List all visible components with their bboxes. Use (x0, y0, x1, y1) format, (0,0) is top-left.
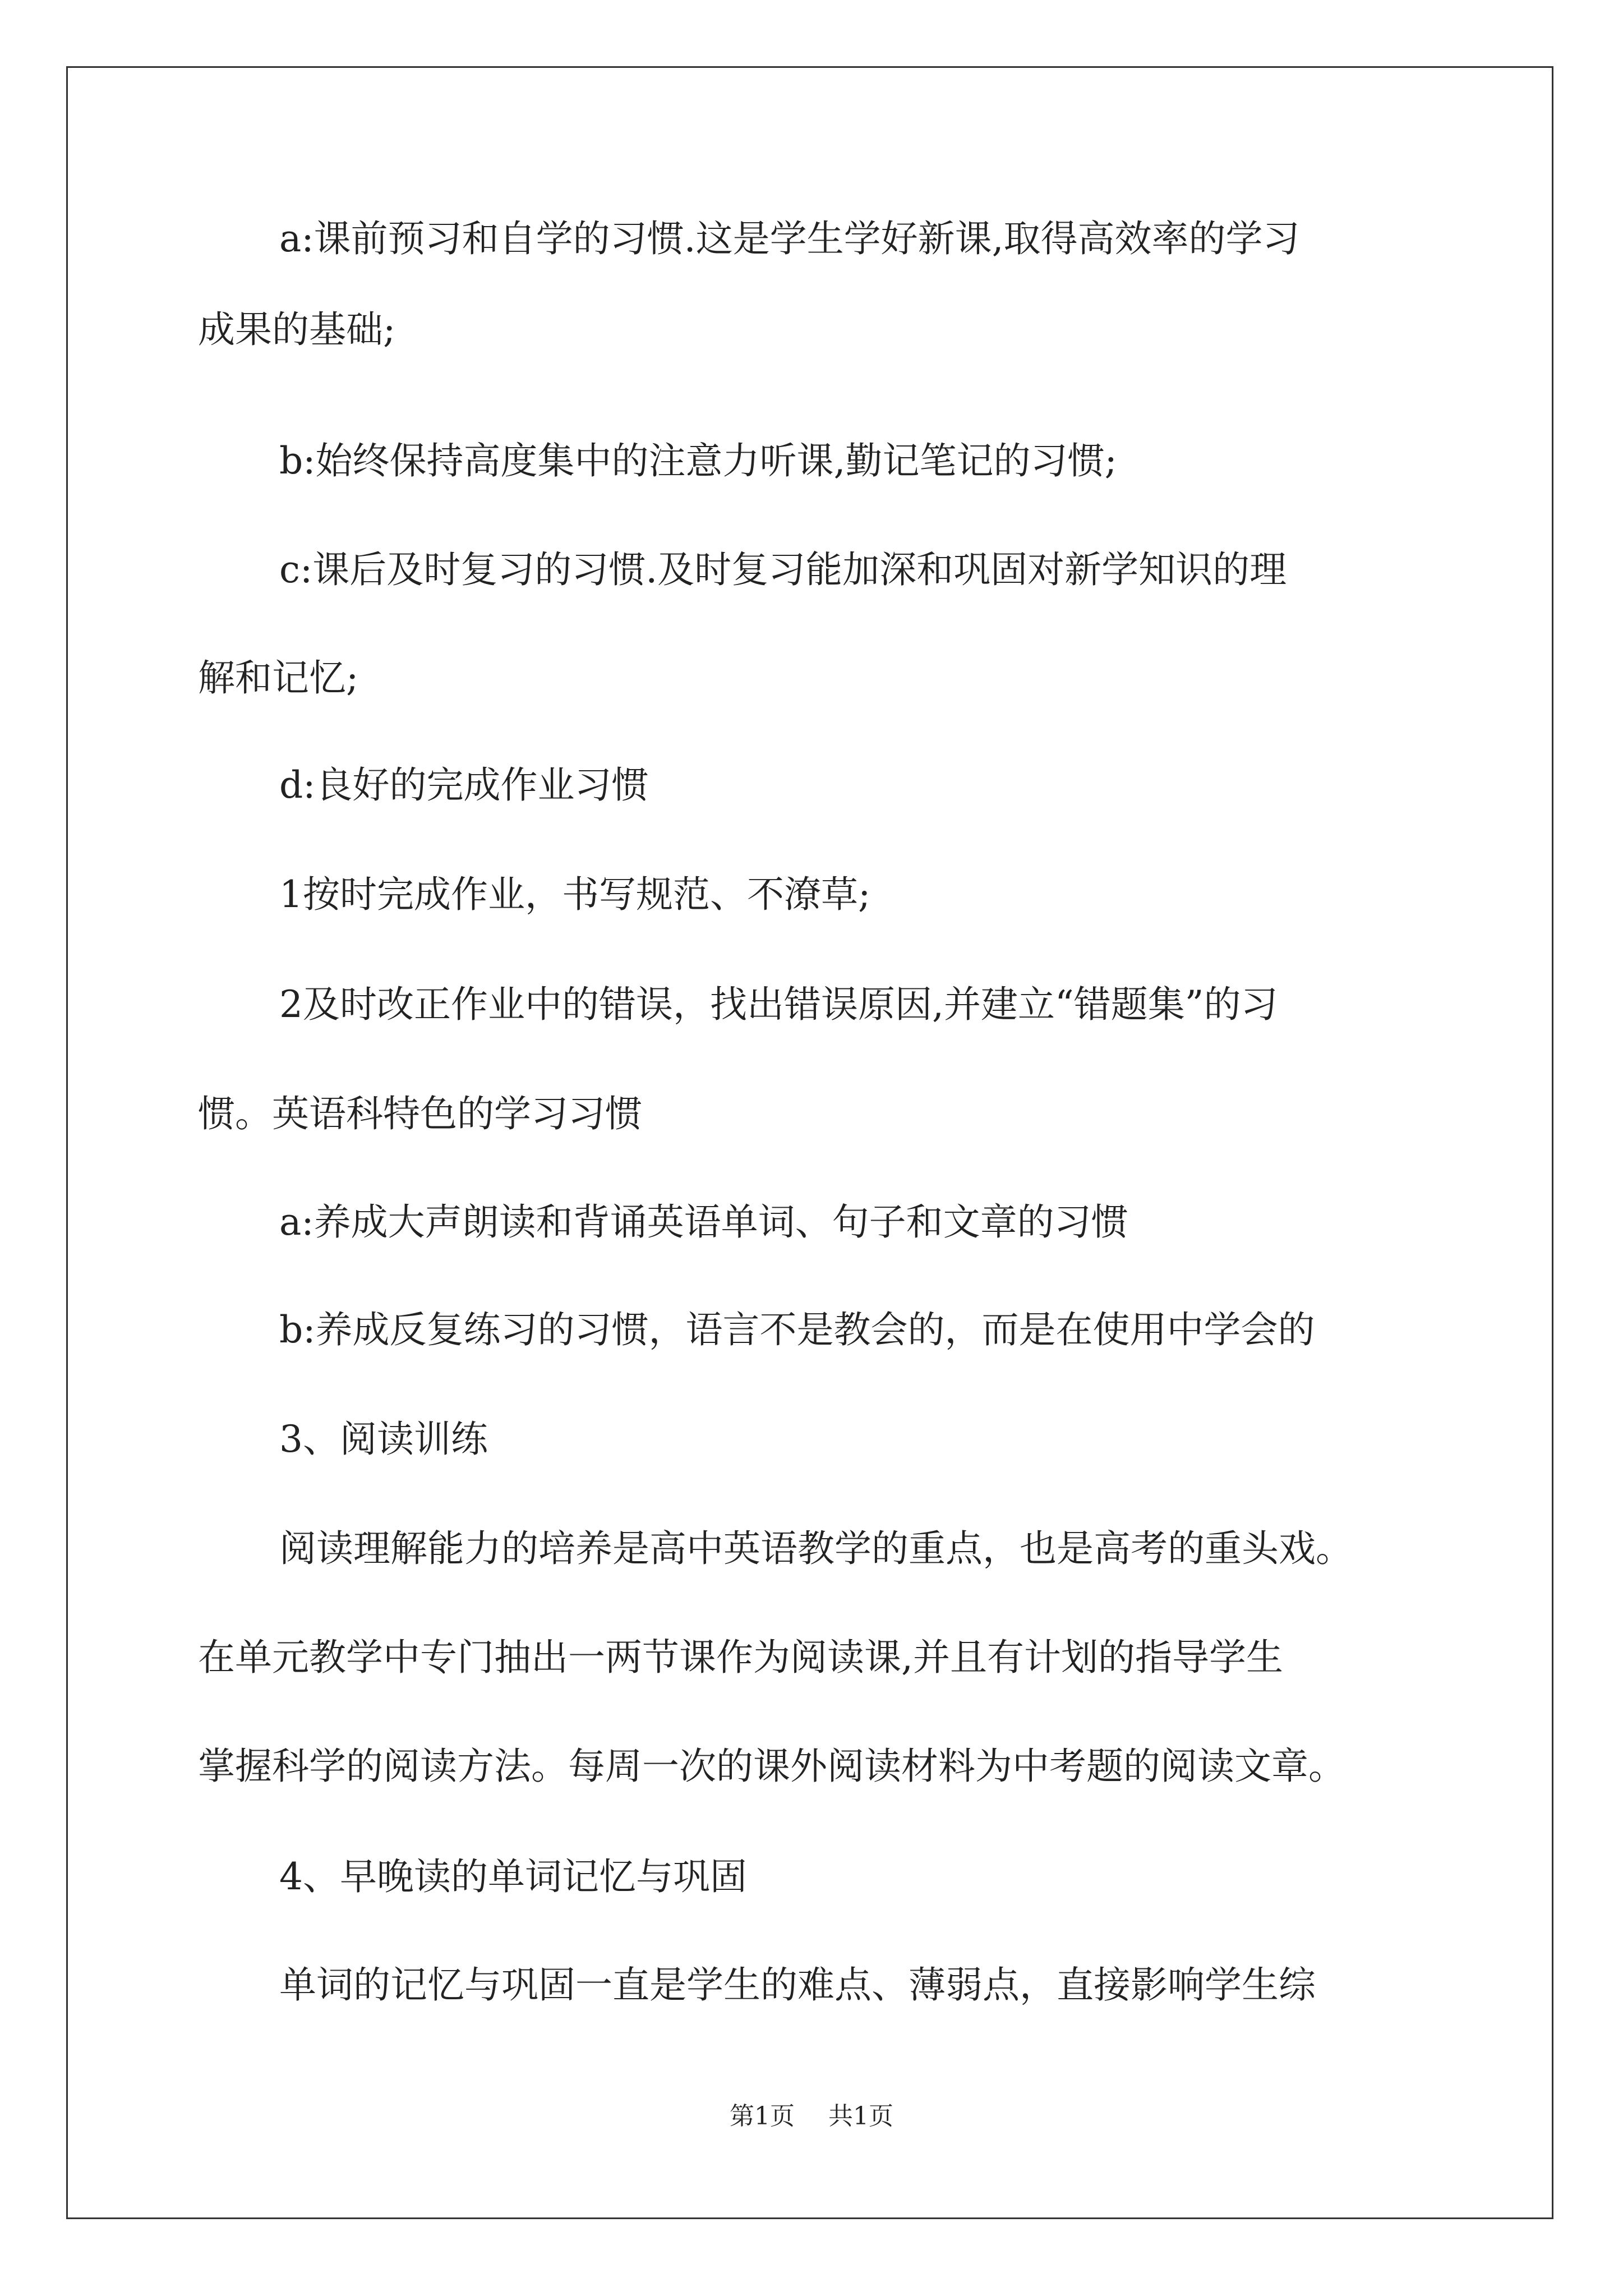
page-footer (0, 2096, 1623, 2132)
text-line: 单词的记忆与巩固一直是学生的难点、薄弱点，直接影响学生综 (279, 1963, 1316, 2007)
page-number: 第1页 (730, 2102, 795, 2131)
text-line: 4、早晚读的单词记忆与巩固 (279, 1855, 747, 1898)
text-line: 解和记忆; (198, 656, 359, 700)
text-line: d:良好的完成作业习惯 (279, 763, 649, 807)
text-line: 阅读理解能力的培养是高中英语教学的重点，也是高考的重头戏。 (279, 1527, 1353, 1570)
text-line: a:养成大声朗读和背诵英语单词、句子和文章的习惯 (279, 1200, 1128, 1244)
text-line: 惯。英语科特色的学习习惯 (198, 1092, 642, 1135)
text-line: b:始终保持高度集中的注意力听课,勤记笔记的习惯; (279, 439, 1117, 482)
page-total: 共1页 (828, 2102, 893, 2131)
text-line: 3、阅读训练 (279, 1418, 488, 1461)
text-line: 成果的基础; (198, 308, 396, 351)
text-line: a:课前预习和自学的习惯.这是学生学好新课,取得高效率的学习 (279, 217, 1300, 260)
text-line: 1按时完成作业，书写规范、不潦草; (279, 873, 871, 916)
text-line: c:课后及时复习的习惯.及时复习能加深和巩固对新学知识的理 (279, 548, 1287, 591)
text-line: 掌握科学的阅读方法。每周一次的课外阅读材料为中考题的阅读文章。 (198, 1745, 1345, 1788)
text-line: 在单元教学中专门抽出一两节课作为阅读课,并且有计划的指导学生 (198, 1636, 1283, 1679)
text-line: 2及时改正作业中的错误，找出错误原因,并建立“错题集”的习 (279, 983, 1278, 1026)
text-line: b:养成反复练习的习惯，语言不是教会的，而是在使用中学会的 (279, 1308, 1315, 1351)
